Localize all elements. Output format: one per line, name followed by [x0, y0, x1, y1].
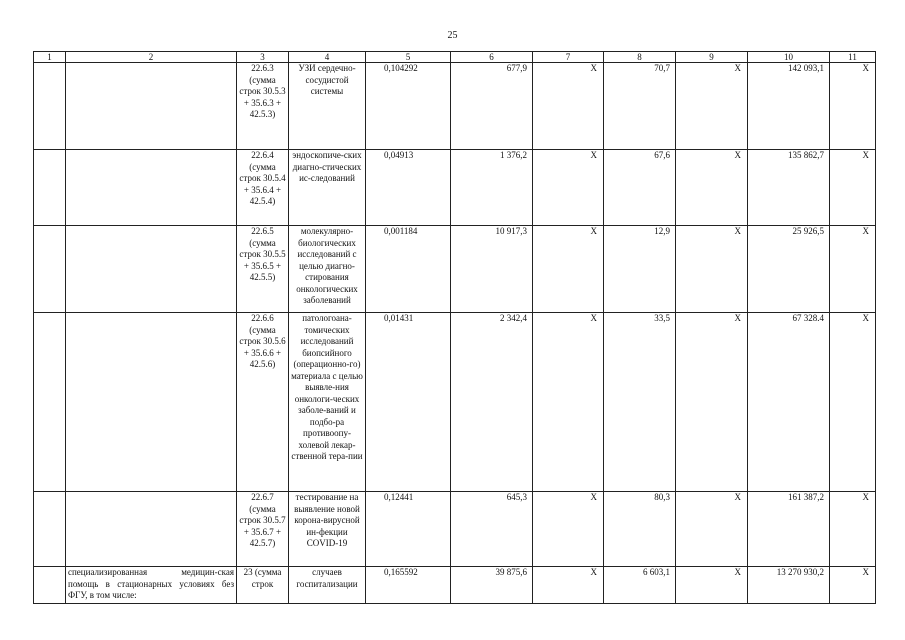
cell-value-11: X — [830, 226, 876, 313]
cell-line-number: 22.6.7 (сумма строк 30.5.7 + 35.6.7 + 42.5.7) — [237, 492, 289, 567]
cell-col1 — [34, 226, 66, 313]
cell-value-5: 0,01431 — [366, 313, 451, 492]
header-cell: 5 — [366, 52, 451, 63]
cell-value-9: X — [676, 567, 748, 604]
cell-value-9: X — [676, 313, 748, 492]
cell-value-8: 33,5 — [604, 313, 676, 492]
cell-unit: случаев госпитализации — [289, 567, 366, 604]
header-cell: 1 — [34, 52, 66, 63]
table-row — [34, 492, 876, 567]
cell-name — [66, 226, 237, 313]
table-row — [34, 63, 876, 150]
cell-line-number: 23 (сумма строк — [237, 567, 289, 604]
cell-value-6: 1 376,2 — [451, 150, 533, 226]
cell-name: специализированная медицин-ская помощь в стационарных условиях без ФГУ, в том числе: — [66, 567, 237, 604]
cell-line-number: 22.6.3 (сумма строк 30.5.3 + 35.6.3 + 42.5.3) — [237, 63, 289, 150]
header-cell: 3 — [237, 52, 289, 63]
cell-value-6: 2 342,4 — [451, 313, 533, 492]
cell-value-9: X — [676, 492, 748, 567]
cell-value-6: 677,9 — [451, 63, 533, 150]
cell-value-11: X — [830, 313, 876, 492]
table-row — [34, 567, 876, 604]
cell-unit: эндоскопиче-ских диагно-стических ис-следований — [289, 150, 366, 226]
cell-value-8: 67,6 — [604, 150, 676, 226]
cell-col1 — [34, 150, 66, 226]
cell-name — [66, 150, 237, 226]
header-cell: 6 — [451, 52, 533, 63]
cell-value-11: X — [830, 150, 876, 226]
cell-value-7: X — [533, 63, 604, 150]
header-cell: 4 — [289, 52, 366, 63]
header-cell: 10 — [748, 52, 830, 63]
cell-col1 — [34, 313, 66, 492]
cell-value-5: 0,04913 — [366, 150, 451, 226]
cell-value-9: X — [676, 226, 748, 313]
cell-unit: молекулярно-биологических исследований с целью диагно-стирования онкологических заболеваний — [289, 226, 366, 313]
table-row — [34, 150, 876, 226]
cell-value-6: 10 917,3 — [451, 226, 533, 313]
cell-value-10: 25 926,5 — [748, 226, 830, 313]
cell-unit: УЗИ сердечно-сосудистой системы — [289, 63, 366, 150]
cell-line-number: 22.6.4 (сумма строк 30.5.4 + 35.6.4 + 42.5.4) — [237, 150, 289, 226]
header-row — [34, 52, 876, 63]
cell-value-6: 645,3 — [451, 492, 533, 567]
cell-name — [66, 313, 237, 492]
cell-value-7: X — [533, 226, 604, 313]
cell-value-7: X — [533, 313, 604, 492]
cell-unit: патологоана-томических исследований биопсийного (операционно-го) материала с целью выявле-ния онкологи-ческих заболе-ваний и подбо-ра противоопу-холевой лекар-ственной тера-пии — [289, 313, 366, 492]
cell-line-number: 22.6.5 (сумма строк 30.5.5 + 35.6.5 + 42.5.5) — [237, 226, 289, 313]
cell-value-8: 80,3 — [604, 492, 676, 567]
cell-value-10: 142 093,1 — [748, 63, 830, 150]
cell-value-6: 39 875,6 — [451, 567, 533, 604]
cell-value-7: X — [533, 567, 604, 604]
data-table — [33, 51, 876, 604]
cell-name — [66, 63, 237, 150]
cell-value-11: X — [830, 492, 876, 567]
table-row — [34, 313, 876, 492]
header-cell: 2 — [66, 52, 237, 63]
header-cell: 11 — [830, 52, 876, 63]
cell-value-8: 70,7 — [604, 63, 676, 150]
cell-value-7: X — [533, 492, 604, 567]
cell-col1 — [34, 492, 66, 567]
cell-value-5: 0,104292 — [366, 63, 451, 150]
cell-value-8: 12,9 — [604, 226, 676, 313]
cell-value-5: 0,12441 — [366, 492, 451, 567]
cell-value-5: 0,165592 — [366, 567, 451, 604]
cell-value-9: X — [676, 150, 748, 226]
cell-value-10: 13 270 930,2 — [748, 567, 830, 604]
cell-value-11: X — [830, 567, 876, 604]
table-row — [34, 226, 876, 313]
cell-value-8: 6 603,1 — [604, 567, 676, 604]
cell-col1 — [34, 63, 66, 150]
cell-value-5: 0,001184 — [366, 226, 451, 313]
cell-unit: тестирование на выявление новой корона-вирусной ин-фекции COVID-19 — [289, 492, 366, 567]
header-cell: 7 — [533, 52, 604, 63]
cell-value-7: X — [533, 150, 604, 226]
cell-name — [66, 492, 237, 567]
cell-value-10: 135 862,7 — [748, 150, 830, 226]
header-cell: 8 — [604, 52, 676, 63]
cell-value-11: X — [830, 63, 876, 150]
cell-value-10: 161 387,2 — [748, 492, 830, 567]
cell-value-9: X — [676, 63, 748, 150]
cell-line-number: 22.6.6 (сумма строк 30.5.6 + 35.6.6 + 42.5.6) — [237, 313, 289, 492]
page-number: 25 — [447, 30, 458, 41]
header-cell: 9 — [676, 52, 748, 63]
cell-col1 — [34, 567, 66, 604]
cell-value-10: 67 328.4 — [748, 313, 830, 492]
